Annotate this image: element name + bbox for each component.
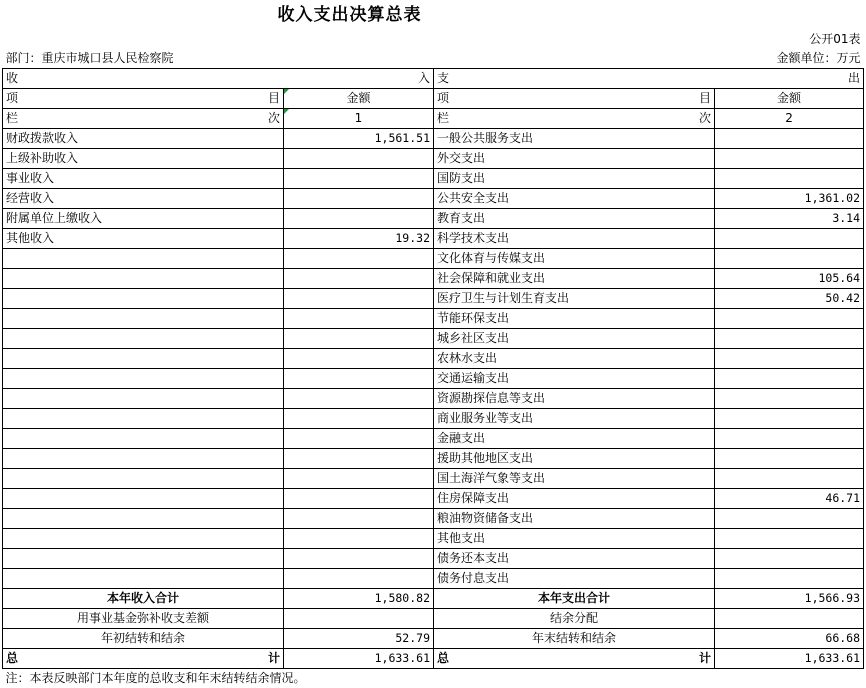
expense-item-cell[interactable]: 金融支出 [434, 429, 715, 449]
grand-total-row [3, 649, 864, 669]
income-item-cell[interactable] [3, 549, 284, 569]
item-left-char: 项 [437, 89, 449, 108]
table-row [3, 169, 864, 189]
expense-amount-cell[interactable] [715, 169, 864, 189]
table-row [3, 309, 864, 329]
fund-value[interactable] [284, 609, 434, 629]
table-row [3, 149, 864, 169]
income-amount-header[interactable]: 金额 [284, 89, 434, 109]
income-right-char: 入 [418, 69, 430, 88]
income-amount-cell[interactable] [284, 149, 434, 169]
empty-cell[interactable] [3, 30, 715, 49]
income-amount-cell[interactable]: 19.32 [284, 229, 434, 249]
table-row [3, 509, 864, 529]
grand-total-expense-value[interactable]: 1,633.61 [715, 649, 864, 669]
income-amount-cell[interactable] [284, 349, 434, 369]
expense-amount-cell[interactable] [715, 389, 864, 409]
year-total-row [3, 589, 864, 609]
expense-amount-cell[interactable] [715, 549, 864, 569]
section-header-row [3, 69, 864, 89]
expense-total-label[interactable]: 本年支出合计 [434, 589, 715, 609]
col-right-char: 次 [699, 109, 711, 128]
col-left-char: 栏 [6, 109, 18, 128]
expense-amount-cell[interactable] [715, 569, 864, 589]
income-column-number[interactable]: 1 [284, 109, 434, 129]
expense-item-header[interactable] [434, 89, 715, 109]
expense-item-cell[interactable]: 国土海洋气象等支出 [434, 469, 715, 489]
expense-total-value[interactable]: 1,566.93 [715, 589, 864, 609]
expense-item-cell[interactable]: 农林水支出 [434, 349, 715, 369]
table-row [3, 329, 864, 349]
end-balance-label[interactable]: 年末结转和结余 [434, 629, 715, 649]
title-cell[interactable] [3, 0, 715, 30]
col-right-char: 次 [268, 109, 280, 128]
form-no-row [3, 30, 864, 49]
title-row [3, 0, 864, 30]
income-item-cell[interactable] [3, 429, 284, 449]
expense-amount-cell[interactable]: 3.14 [715, 209, 864, 229]
income-amount-cell[interactable] [284, 489, 434, 509]
income-item-cell[interactable]: 其他收入 [3, 229, 284, 249]
table-row [3, 289, 864, 309]
expense-amount-cell[interactable] [715, 249, 864, 269]
income-amount-cell[interactable] [284, 369, 434, 389]
income-item-header[interactable] [3, 89, 284, 109]
expense-amount-cell[interactable] [715, 349, 864, 369]
table-row [3, 449, 864, 469]
income-expense-table [2, 0, 864, 688]
income-item-cell[interactable] [3, 289, 284, 309]
expense-amount-cell[interactable] [715, 129, 864, 149]
surplus-distribution-value[interactable] [715, 609, 864, 629]
table-row [3, 369, 864, 389]
expense-amount-cell[interactable] [715, 409, 864, 429]
expense-item-cell[interactable]: 援助其他地区支出 [434, 449, 715, 469]
balance-row [3, 629, 864, 649]
column-number-row [3, 109, 864, 129]
income-amount-cell[interactable] [284, 249, 434, 269]
expense-item-cell[interactable]: 交通运输支出 [434, 369, 715, 389]
begin-balance-label[interactable]: 年初结转和结余 [3, 629, 284, 649]
form-number[interactable]: 公开01表 [715, 30, 864, 49]
table-row [3, 409, 864, 429]
expense-section-header[interactable] [434, 69, 864, 89]
table-row [3, 549, 864, 569]
department-row [3, 49, 864, 69]
expense-item-cell[interactable]: 社会保障和就业支出 [434, 269, 715, 289]
table-row [3, 269, 864, 289]
grand-total-income-label[interactable] [3, 649, 284, 669]
expense-item-cell[interactable]: 住房保障支出 [434, 489, 715, 509]
income-item-cell[interactable] [3, 389, 284, 409]
grand-right-char: 计 [699, 649, 711, 668]
table-row [3, 389, 864, 409]
income-column-label[interactable] [3, 109, 284, 129]
income-item-cell[interactable] [3, 369, 284, 389]
income-item-cell[interactable] [3, 349, 284, 369]
income-amount-cell[interactable] [284, 169, 434, 189]
table-row [3, 529, 864, 549]
income-item-cell[interactable]: 附属单位上缴收入 [3, 209, 284, 229]
expense-amount-cell[interactable]: 105.64 [715, 269, 864, 289]
expense-item-cell[interactable]: 外交支出 [434, 149, 715, 169]
table-row [3, 209, 864, 229]
expense-item-cell[interactable]: 节能环保支出 [434, 309, 715, 329]
fund-row [3, 609, 864, 629]
income-item-cell[interactable]: 上级补助收入 [3, 149, 284, 169]
table-row [3, 229, 864, 249]
begin-balance-value[interactable]: 52.79 [284, 629, 434, 649]
table-row [3, 349, 864, 369]
income-total-value[interactable]: 1,580.82 [284, 589, 434, 609]
department-label[interactable]: 部门：重庆市城口县人民检察院 [3, 49, 715, 69]
grand-left-char: 总 [6, 649, 18, 668]
income-item-cell[interactable] [3, 469, 284, 489]
income-item-cell[interactable] [3, 529, 284, 549]
table-row [3, 189, 864, 209]
unit-label[interactable]: 金额单位：万元 [715, 49, 864, 69]
col-left-char: 栏 [437, 109, 449, 128]
expense-item-cell[interactable]: 债务还本支出 [434, 549, 715, 569]
table-row [3, 429, 864, 449]
surplus-distribution-label[interactable]: 结余分配 [434, 609, 715, 629]
expense-item-cell[interactable]: 资源勘探信息等支出 [434, 389, 715, 409]
income-amount-cell[interactable] [284, 509, 434, 529]
expense-item-cell[interactable]: 粮油物资储备支出 [434, 509, 715, 529]
expense-amount-cell[interactable] [715, 369, 864, 389]
expense-amount-header[interactable]: 金额 [715, 89, 864, 109]
expense-item-cell[interactable]: 其他支出 [434, 529, 715, 549]
expense-column-number[interactable]: 2 [715, 109, 864, 129]
table-row [3, 569, 864, 589]
expense-amount-cell[interactable] [715, 529, 864, 549]
expense-amount-cell[interactable] [715, 429, 864, 449]
income-amount-cell[interactable] [284, 209, 434, 229]
income-item-cell[interactable] [3, 449, 284, 469]
income-item-cell[interactable]: 事业收入 [3, 169, 284, 189]
end-balance-value[interactable]: 66.68 [715, 629, 864, 649]
income-amount-cell[interactable]: 1,561.51 [284, 129, 434, 149]
grand-left-char: 总 [437, 649, 449, 668]
grand-total-income-value[interactable]: 1,633.61 [284, 649, 434, 669]
expense-amount-cell[interactable]: 1,361.02 [715, 189, 864, 209]
expense-item-cell[interactable]: 一般公共服务支出 [434, 129, 715, 149]
grand-total-expense-label[interactable] [434, 649, 715, 669]
income-section-header[interactable] [3, 69, 434, 89]
footnote[interactable]: 注：本表反映部门本年度的总收支和年末结转结余情况。 [3, 669, 864, 688]
expense-amount-cell[interactable] [715, 469, 864, 489]
income-item-cell[interactable] [3, 409, 284, 429]
item-header-row [3, 89, 864, 109]
income-item-cell[interactable] [3, 269, 284, 289]
income-amount-cell[interactable] [284, 449, 434, 469]
item-right-char: 目 [268, 89, 280, 108]
expense-item-cell[interactable]: 债务付息支出 [434, 569, 715, 589]
expense-item-cell[interactable]: 国防支出 [434, 169, 715, 189]
expense-column-label[interactable] [434, 109, 715, 129]
expense-amount-cell[interactable] [715, 509, 864, 529]
expense-item-cell[interactable]: 教育支出 [434, 209, 715, 229]
expense-amount-cell[interactable] [715, 449, 864, 469]
income-item-cell[interactable] [3, 489, 284, 509]
expense-item-cell[interactable]: 科学技术支出 [434, 229, 715, 249]
income-amount-cell[interactable] [284, 469, 434, 489]
expense-item-cell[interactable]: 医疗卫生与计划生育支出 [434, 289, 715, 309]
item-right-char: 目 [699, 89, 711, 108]
income-item-cell[interactable] [3, 309, 284, 329]
income-amount-cell[interactable] [284, 429, 434, 449]
expense-amount-cell[interactable] [715, 329, 864, 349]
table-row [3, 129, 864, 149]
table-row [3, 249, 864, 269]
item-left-char: 项 [6, 89, 18, 108]
income-item-cell[interactable] [3, 329, 284, 349]
income-item-cell[interactable] [3, 569, 284, 589]
income-amount-cell[interactable] [284, 409, 434, 429]
income-item-cell[interactable]: 财政拨款收入 [3, 129, 284, 149]
income-item-cell[interactable]: 经营收入 [3, 189, 284, 209]
expense-amount-cell[interactable] [715, 229, 864, 249]
income-amount-cell[interactable] [284, 569, 434, 589]
expense-amount-cell[interactable] [715, 309, 864, 329]
income-amount-cell[interactable] [284, 269, 434, 289]
expense-amount-cell[interactable]: 46.71 [715, 489, 864, 509]
expense-amount-cell[interactable] [715, 149, 864, 169]
page-title: 收入支出决算总表 [6, 0, 712, 30]
income-total-label[interactable]: 本年收入合计 [3, 589, 284, 609]
table-row [3, 489, 864, 509]
note-row [3, 669, 864, 688]
expense-item-cell[interactable]: 公共安全支出 [434, 189, 715, 209]
income-amount-cell[interactable] [284, 289, 434, 309]
expense-amount-cell[interactable]: 50.42 [715, 289, 864, 309]
expense-right-char: 出 [848, 69, 860, 88]
expense-item-cell[interactable]: 商业服务业等支出 [434, 409, 715, 429]
income-amount-cell[interactable] [284, 329, 434, 349]
fund-label[interactable]: 用事业基金弥补收支差额 [3, 609, 284, 629]
empty-cell[interactable] [715, 0, 864, 30]
income-item-cell[interactable] [3, 509, 284, 529]
grand-right-char: 计 [268, 649, 280, 668]
income-item-cell[interactable] [3, 249, 284, 269]
expense-left-char: 支 [437, 69, 449, 88]
expense-item-cell[interactable]: 文化体育与传媒支出 [434, 249, 715, 269]
income-amount-cell[interactable] [284, 189, 434, 209]
income-amount-cell[interactable] [284, 549, 434, 569]
income-left-char: 收 [6, 69, 18, 88]
expense-item-cell[interactable]: 城乡社区支出 [434, 329, 715, 349]
table-row [3, 469, 864, 489]
income-amount-cell[interactable] [284, 389, 434, 409]
income-amount-cell[interactable] [284, 529, 434, 549]
income-amount-cell[interactable] [284, 309, 434, 329]
